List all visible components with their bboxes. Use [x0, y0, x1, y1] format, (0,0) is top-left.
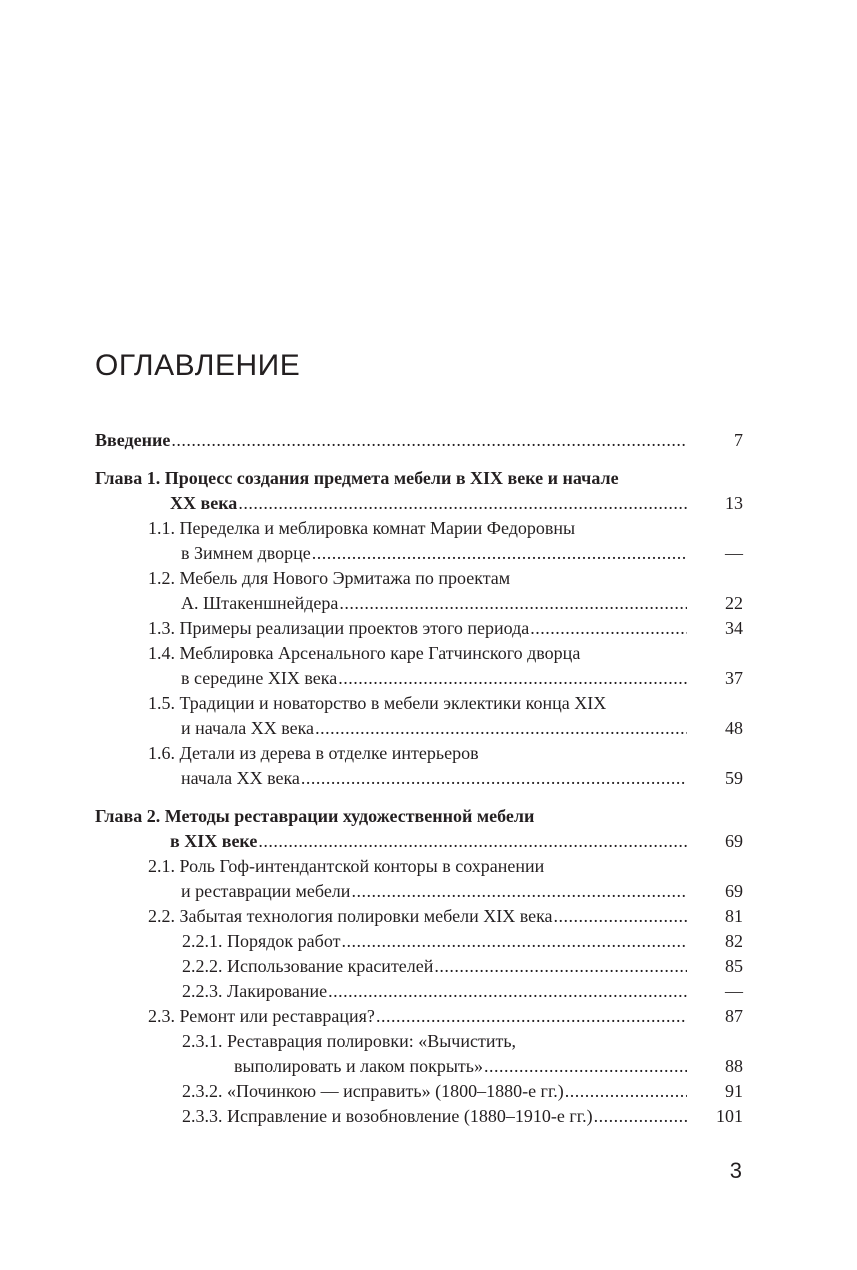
toc-page-number: 69: [725, 831, 743, 851]
toc-page-number: 85: [725, 956, 743, 976]
toc-page-number: 13: [725, 493, 743, 513]
toc-entry-1-5[interactable]: [95, 691, 743, 741]
dot-leader: [554, 904, 687, 929]
toc-entry-label: 2.3. Ремонт или реставрация?: [148, 1006, 375, 1026]
toc-entry-label: 2.2.1. Порядок работ: [182, 931, 341, 951]
toc-entry-label-cont: и начала XX века: [181, 718, 315, 738]
toc-entry-label-cont: и реставрации мебели: [181, 881, 351, 901]
toc-page-number: 48: [725, 718, 743, 738]
toc-page-number: —: [725, 543, 743, 563]
toc-page-number: 88: [725, 1056, 743, 1076]
toc-entry-label: 1.1. Переделка и меблировка комнат Марии Федоровны: [148, 518, 576, 538]
toc-page-number: 7: [734, 430, 743, 450]
toc-entry-2-1[interactable]: [95, 854, 743, 904]
toc-entry-label: 2.3.3. Исправление и возобновление (1880–1910-е гг.): [182, 1106, 593, 1126]
toc-entry-label: 1.6. Детали из дерева в отделке интерьеров: [148, 743, 479, 763]
dot-leader: [594, 1104, 687, 1129]
dot-leader: [484, 1054, 687, 1079]
toc-page-number: 81: [725, 906, 743, 926]
toc-page-number: 87: [725, 1006, 743, 1026]
toc-entry-label-cont: начала XX века: [181, 768, 300, 788]
dot-leader: [301, 766, 687, 791]
toc-entry-label-cont: в XIX веке: [170, 831, 258, 851]
toc-entry-label: 1.2. Мебель для Нового Эрмитажа по проектам: [148, 568, 511, 588]
toc-entry-label: Глава 1. Процесс создания предмета мебели в XIX веке и начале: [95, 468, 619, 488]
toc-entry-label: 1.5. Традиции и новаторство в мебели эклектики конца XIX: [148, 693, 607, 713]
toc-page-number: 82: [725, 931, 743, 951]
dot-leader: [328, 979, 687, 1004]
toc-entry-1-1[interactable]: [95, 516, 743, 566]
toc-entry-label: 2.1. Роль Гоф-интендантской конторы в сохранении: [148, 856, 545, 876]
toc-entry-1-3[interactable]: [95, 616, 743, 641]
toc-page-number: —: [725, 981, 743, 1001]
dot-leader: [434, 954, 687, 979]
dot-leader: [258, 829, 687, 854]
dot-leader: [238, 491, 687, 516]
dot-leader: [530, 616, 687, 641]
toc-entry-label: 2.3.1. Реставрация полировки: «Вычистить,: [182, 1031, 517, 1051]
toc-entry-label: 1.4. Меблировка Арсенального каре Гатчинского дворца: [148, 643, 581, 663]
toc-entry-1-2[interactable]: [95, 566, 743, 616]
toc-entry-2-2-3[interactable]: [95, 979, 743, 1004]
toc-page-number: 101: [716, 1106, 743, 1126]
page-title: ОГЛАВЛЕНИЕ: [95, 349, 301, 382]
toc-entry-label-cont: XX века: [170, 493, 238, 513]
toc-entry-2-3-3[interactable]: [95, 1104, 743, 1129]
toc-page-number: 59: [725, 768, 743, 788]
toc-page-number: 34: [725, 618, 743, 638]
toc-entry-2-3-2[interactable]: [95, 1079, 743, 1104]
toc-entry-label-cont: выполировать и лаком покрыть»: [234, 1056, 483, 1076]
toc-entry-label-cont: в Зимнем дворце: [181, 543, 311, 563]
toc-entry-label: 2.2.3. Лакирование: [182, 981, 328, 1001]
toc-entry-label: 2.2. Забытая технология полировки мебели XIX века: [148, 906, 553, 926]
dot-leader: [565, 1079, 687, 1104]
dot-leader: [351, 879, 687, 904]
dot-leader: [171, 428, 687, 453]
toc-entry-2-2[interactable]: [95, 904, 743, 929]
toc-entry-label: 2.3.2. «Починкою — исправить» (1800–1880-е гг.): [182, 1081, 564, 1101]
page-number: 3: [729, 1158, 742, 1183]
toc-entry-chapter-1[interactable]: [95, 466, 743, 516]
dot-leader: [338, 666, 687, 691]
dot-leader: [376, 1004, 687, 1029]
toc-page-number: 69: [725, 881, 743, 901]
toc-entry-1-4[interactable]: [95, 641, 743, 691]
toc-entry-label-cont: в середине XIX века: [181, 668, 338, 688]
dot-leader: [312, 541, 687, 566]
toc-page-number: 91: [725, 1081, 743, 1101]
toc-page-number: 37: [725, 668, 743, 688]
dot-leader: [339, 591, 687, 616]
dot-leader: [315, 716, 687, 741]
toc-entry-chapter-2[interactable]: [95, 804, 743, 854]
dot-leader: [341, 929, 687, 954]
toc-entry-2-2-2[interactable]: [95, 954, 743, 979]
toc-entry-label: 2.2.2. Использование красителей: [182, 956, 434, 976]
toc-entry-1-6[interactable]: [95, 741, 743, 791]
toc-entry-label: Введение: [95, 430, 171, 450]
toc-entry-label-cont: А. Штакеншнейдера: [181, 593, 339, 613]
toc-entry-label: Глава 2. Методы реставрации художественной мебели: [95, 806, 535, 826]
toc-entry-label: 1.3. Примеры реализации проектов этого периода: [148, 618, 530, 638]
toc-entry-2-3[interactable]: [95, 1004, 743, 1029]
table-of-contents: [95, 428, 743, 1129]
toc-page-number: 22: [725, 593, 743, 613]
toc-entry-intro[interactable]: [95, 428, 743, 453]
toc-entry-2-2-1[interactable]: [95, 929, 743, 954]
toc-entry-2-3-1[interactable]: [95, 1029, 743, 1079]
